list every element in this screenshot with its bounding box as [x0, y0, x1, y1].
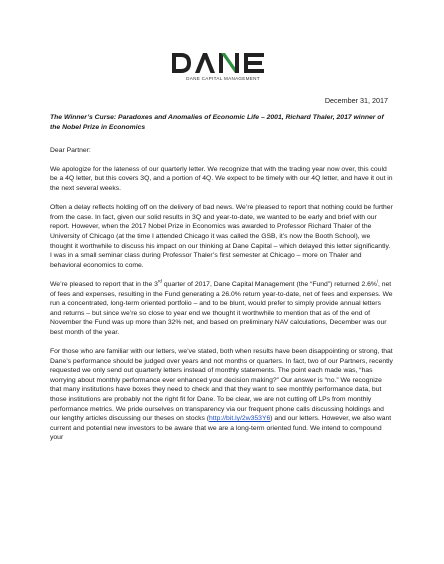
paragraph-3-part-c: , net of fees and expenses, resulting in the Fund generating a 26.0% return year-to-date, net of fees and expenses. We run a concentrated, long-term oriented portfolio – and to be blunt, would prefer to simply provide annual letters and returns – but since we’re so close to year end we thought it worthwhile to mention that as of the end of November the Fund was up more than 32% net, and based on preliminary NAV calculations, December was our best month of the year.: [50, 280, 393, 336]
dane-wordmark-graphic: [168, 50, 278, 76]
letter-body: [50, 113, 394, 453]
paragraph-3-part-a: We’re pleased to report that in the 3: [50, 280, 158, 288]
letter-date: December 31, 2017: [324, 96, 388, 105]
paragraph-3-part-b: quarter of 2017, Dane Capital Management (the “Fund”) returned 2.6%: [161, 280, 377, 288]
salutation: Dear Partner:: [50, 147, 91, 155]
paragraph-2: Often a delay reflects holding off on the delivery of bad news. We’re pleased to report that nothing could be further from the case. In fact, given our solid results in 3Q and year-to-date, we wanted to be early and brief with our report. However, when the 2017 Nobel Prize in Economics was awarded to Professor Richard Thaler of the University of Chicago (at the time I attended Chicago it was called the GSB, it’s now the Booth School), we thought it worthwhile to discuss his impact on our thinking at Dane Capital – which delayed this letter significantly. I was in a small seminar class during Professor Thaler’s first semester at Chicago – more on Thaler and behavioral economics to come.: [50, 204, 393, 269]
letter-title: The Winner’s Curse: Paradoxes and Anomalies of Economic Life – 2001, Richard Thaler, 2017 winner of the Nobel Prize in Economics: [50, 114, 384, 131]
theses-link[interactable]: http://bit.ly/2w353Y6: [209, 415, 271, 423]
letter-n-left-shape: [219, 53, 223, 73]
paragraph-4-part-a: For those who are familiar with our letters, we’ve stated, both when results have been disappointing or strong, that Dane’s performance should be judged over years and not months or quarters. In fact, two of our Partners, recently requested we only send out quarterly letters instead of monthly statements. The point each made was, “has worrying about monthly performance ever enhanced your decision making?” Our answer is “no.” We recognize that many institutions have boxes they need to check and that they want to see monthly performance data, but those institutions are probably not the right fit for Dane. To be clear, we are not cutting off LPs from monthly performance metrics. We pride ourselves on transparency via our frequent phone calls discussing holdings and our lengthy articles discussing our theses on stocks (: [50, 348, 393, 423]
paragraph-4: [50, 347, 394, 443]
letter-e-shape: [244, 53, 264, 73]
paragraph-4-part-b: ) and our letters. However, we also want current and potential new investors to be aware that we are a long-term oriented fund. We intend to compound your: [50, 415, 392, 442]
logo-subtitle: DANE CAPITAL MANAGEMENT: [186, 76, 260, 81]
letter-a-shape: [195, 53, 215, 73]
footnote-marker: i: [376, 278, 378, 284]
letter-d-shape: [172, 53, 191, 73]
letter-n-right-shape: [235, 53, 239, 73]
ordinal-superscript: rd: [157, 278, 162, 284]
paragraph-1: We apologize for the lateness of our quarterly letter. We recognize that with the trading year now over, this could be a 4Q letter, but this covers 3Q, and a portion of 4Q. We expect to be timely with our 4Q letter, and have it out in the next several weeks.: [50, 165, 393, 192]
paragraph-3: [50, 280, 394, 338]
dane-logo: [168, 50, 278, 90]
